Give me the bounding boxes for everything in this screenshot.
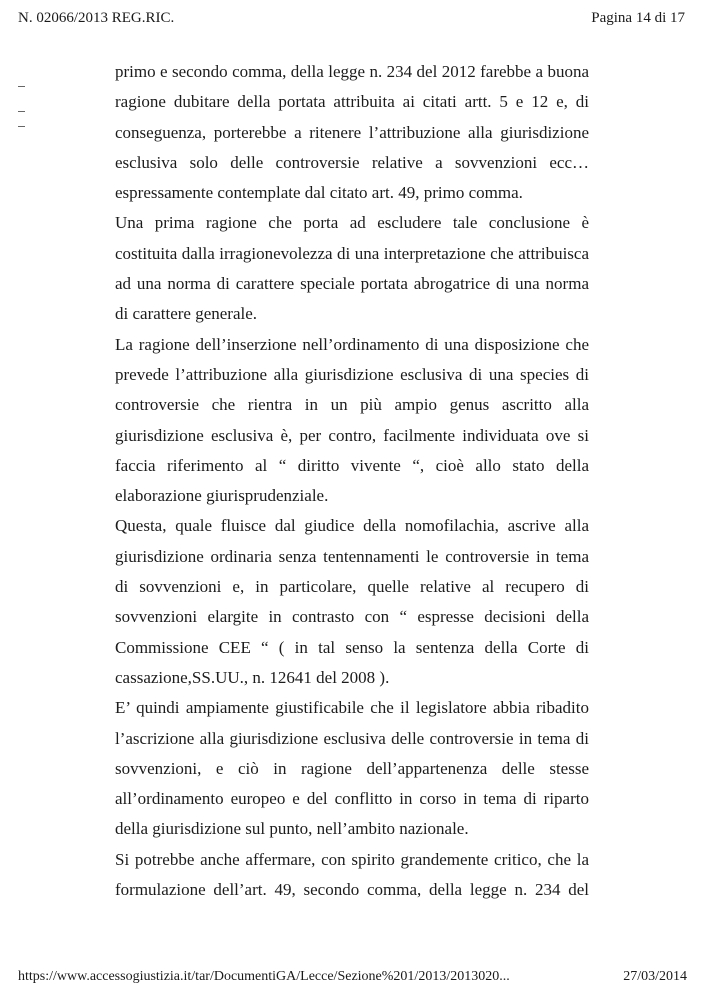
text-line: E’ quindi ampiamente giustificabile che il legislatore abbia ribadito xyxy=(115,698,589,718)
text-line: prevede l’attribuzione alla giurisdizione esclusiva di una species di xyxy=(115,364,589,384)
margin-dash xyxy=(18,126,25,127)
case-number: N. 02066/2013 REG.RIC. xyxy=(18,10,175,26)
page-header xyxy=(18,4,691,28)
page-indicator: Pagina 14 di 17 xyxy=(591,10,685,26)
paragraph xyxy=(115,511,589,693)
text-line: esclusiva solo delle controversie relative a sovvenzioni ecc… xyxy=(115,152,589,172)
text-line: Si potrebbe anche affermare, con spirito grandemente critico, che la xyxy=(115,849,589,869)
text-line: Questa, quale fluisce dal giudice della nomofilachia, ascrive alla xyxy=(115,516,589,536)
text-line: sovvenzioni elargite in contrasto con “ espresse decisioni della xyxy=(115,607,589,627)
paragraph xyxy=(115,57,589,208)
paragraph xyxy=(115,693,589,844)
text-line: Una prima ragione che porta ad escludere tale conclusione è xyxy=(115,213,589,233)
paragraph xyxy=(115,208,589,329)
text-line: sovvenzioni, e ciò in ragione dell’appartenenza delle stesse xyxy=(115,758,589,778)
text-line: primo e secondo comma, della legge n. 234 del 2012 farebbe a buona xyxy=(115,62,589,81)
text-line: costituita dalla irragionevolezza di una interpretazione che attribuisca xyxy=(115,243,589,263)
source-url: https://www.accessogiustizia.it/tar/DocumentiGA/Lecce/Sezione%201/2013/2013020... xyxy=(18,969,510,984)
margin-dash xyxy=(18,86,25,87)
text-line: giurisdizione ordinaria senza tentennamenti le controversie in tema xyxy=(115,546,589,566)
margin-dash xyxy=(18,111,25,112)
text-line: espressamente contemplate dal citato art. 49, primo comma. xyxy=(115,183,523,203)
text-line: La ragione dell’inserzione nell’ordinamento di una disposizione che xyxy=(115,334,589,354)
text-line: elaborazione giurisprudenziale. xyxy=(115,486,329,506)
text-line: della giurisdizione sul punto, nell’ambito nazionale. xyxy=(115,819,469,839)
text-line: conseguenza, porterebbe a ritenere l’attribuzione alla giurisdizione xyxy=(115,122,589,142)
paragraph xyxy=(115,330,589,512)
text-line: l’ascrizione alla giurisdizione esclusiva delle controversie in tema di xyxy=(115,728,589,748)
text-line: di carattere generale. xyxy=(115,304,258,324)
text-line: ragione dubitare della portata attribuita ai citati artt. 5 e 12 e, di xyxy=(115,92,589,112)
text-line: all’ordinamento europeo e del conflitto in corso in tema di riparto xyxy=(115,789,589,809)
print-date: 27/03/2014 xyxy=(623,969,687,984)
document-body xyxy=(115,57,589,905)
text-line: Commissione CEE “ ( in tal senso la sentenza della Corte di xyxy=(115,637,589,657)
text-line: ad una norma di carattere speciale portata abrogatrice di una norma xyxy=(115,274,589,294)
text-line: faccia riferimento al “ diritto vivente “, cioè allo stato della xyxy=(115,455,589,475)
text-line: giurisdizione esclusiva è, per contro, facilmente individuata ove si xyxy=(115,425,589,445)
text-line: formulazione dell’art. 49, secondo comma, della legge n. 234 del xyxy=(115,880,589,900)
paragraph xyxy=(115,845,589,906)
text-line: di sovvenzioni e, in particolare, quelle relative al recupero di xyxy=(115,577,589,597)
text-line: cassazione,SS.UU., n. 12641 del 2008 ). xyxy=(115,667,390,687)
text-line: controversie che rientra in un più ampio genus ascritto alla xyxy=(115,395,589,415)
